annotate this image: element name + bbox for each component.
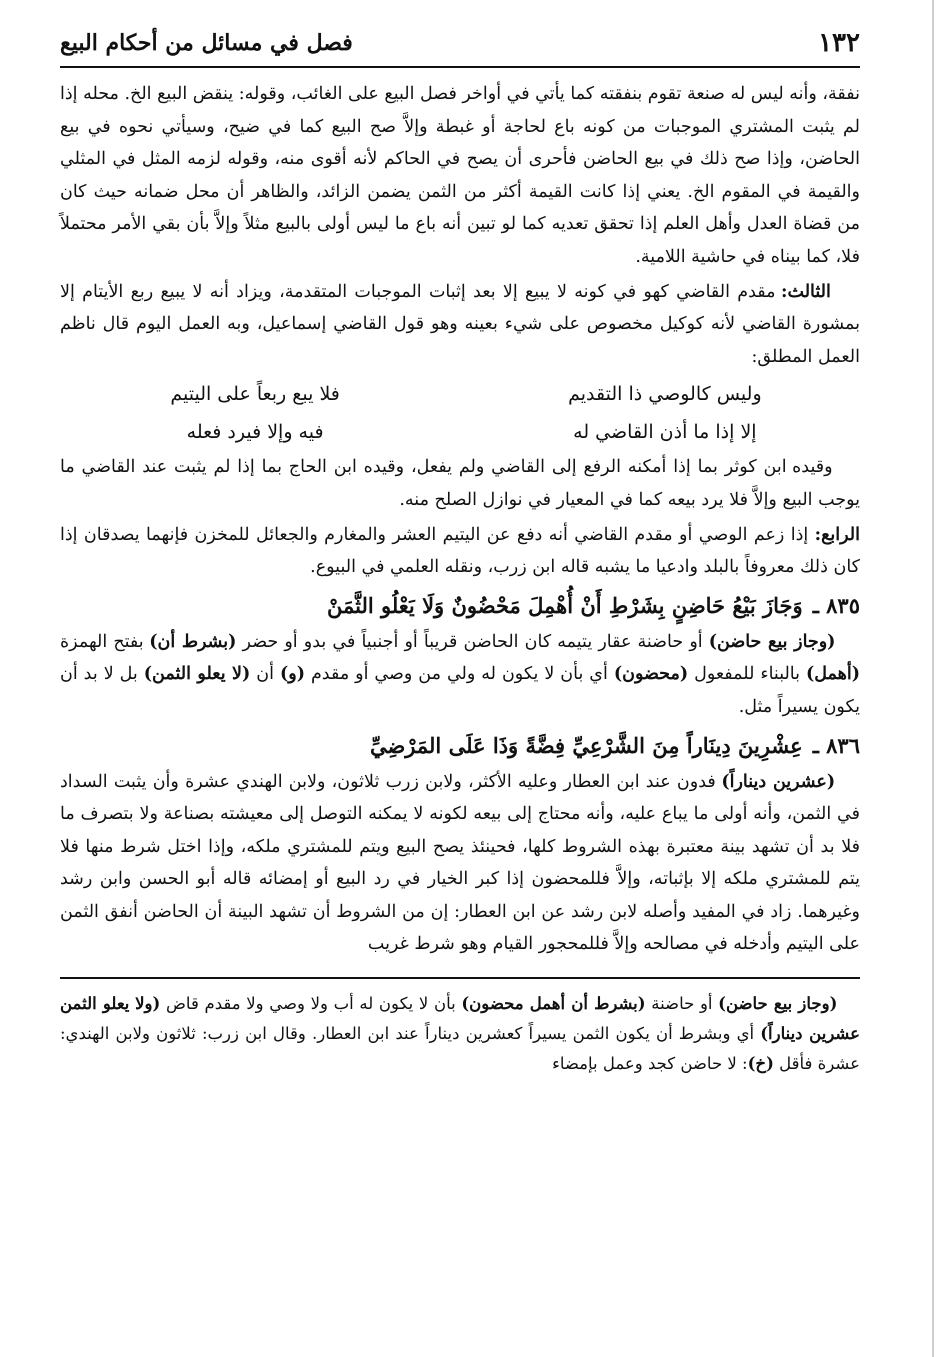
fourth-text: إذا زعم الوصي أو مقدم القاضي أنه دفع عن اليتيم العشر والمغارم والجعائل للمخزن فإنهما يصدقان إذا كان ذلك معروفاً بالبلد وادعيا ما يشبه قاله ابن زرب، ونقله العلمي في البيوع. bbox=[60, 524, 860, 578]
page-gutter-line bbox=[932, 0, 934, 1357]
paragraph-third bbox=[60, 276, 860, 374]
verse-number: ٨٣٥ ـ bbox=[812, 592, 860, 618]
verse-836 bbox=[60, 726, 860, 766]
bold-term: (وجاز بيع حاضن) bbox=[708, 631, 836, 652]
third-text: مقدم القاضي كهو في كونه لا يبيع إلا بعد إثبات الموجبات المتقدمة، ويزاد أنه لا يبيع ربع الأيتام إلا بمشورة القاضي لأنه كوكيل مخصوص على شيء بعينه وهو قول القاضي إسماعيل، وبه العمل اليوم قال ناظم العمل المطلق: bbox=[60, 281, 860, 367]
paragraph-3 bbox=[60, 451, 860, 516]
poem-hemistich: إلا إذا ما أذن القاضي له bbox=[573, 421, 757, 444]
paragraph-3-text: وقيده ابن كوثر بما إذا أمكنه الرفع إلى القاضي ولم يفعل، وقيده ابن الحاج بما إذا لم يثبت عند القاضي ما يوجب البيع وإلاَّ فلا يرد بيعه كما في المعيار في نوازل الصلح منه. bbox=[60, 457, 860, 510]
bold-term: (بشرط أن أهمل محضون) bbox=[461, 994, 646, 1014]
page-number: ١٣٢ bbox=[818, 28, 860, 58]
commentary-836 bbox=[60, 766, 860, 962]
text-run: أن bbox=[250, 664, 280, 685]
poem-hemistich: فلا يبع ربعاً على اليتيم bbox=[170, 383, 340, 406]
bold-term: (عشرين ديناراً) bbox=[721, 771, 836, 792]
main-text bbox=[60, 78, 860, 961]
text-run: : لا حاضن كجد وعمل بإمضاء bbox=[552, 1054, 748, 1074]
text-run: بأن لا يكون له أب ولا وصي ولا مقدم قاض bbox=[160, 994, 462, 1014]
verse-number: ٨٣٦ ـ bbox=[812, 732, 860, 758]
text-run: بفتح الهمزة bbox=[60, 631, 150, 652]
verse-text: عِشْرِينَ دِينَاراً مِنَ الشَّرْعِيِّ فِضَّةً وَذَا عَلَى المَرْضِيِّ bbox=[369, 732, 803, 758]
paragraph-fourth bbox=[60, 519, 860, 584]
text-run: بالبناء للمفعول bbox=[688, 664, 806, 685]
text-run: أي بأن لا يكون له ولي من وصي أو مقدم bbox=[304, 664, 614, 685]
poem-line-2 bbox=[66, 413, 854, 451]
text-run: أو حاضنة bbox=[645, 994, 719, 1014]
bold-term: (أهمل) bbox=[805, 664, 861, 685]
poem-line-1 bbox=[66, 375, 854, 413]
third-lead: الثالث: bbox=[781, 281, 831, 302]
poem-hemistich: وليس كالوصي ذا التقديم bbox=[568, 383, 762, 406]
bold-term: (ولا يعلو الثمن عشرين ديناراً) bbox=[60, 994, 860, 1044]
bold-term: (وجاز بيع حاضن) bbox=[718, 994, 838, 1014]
text-run: بل لا بد أن يكون يسيراً مثل. bbox=[60, 664, 860, 717]
paragraph-1: نفقة، وأنه ليس له صنعة تقوم بنفقته كما يأتي في أواخر فصل البيع على الغائب، وقوله: ينقض البيع الخ. محله إذا لم يثبت المشتري الموجبات من كونه باع لحاجة أو غبطة وإلاَّ صح البيع كما في ضيح، وسيأتي نحوه في بيع الحاضن، وإذا صح ذلك في بيع الحاضن فأحرى أن يصح في الحاكم لأنه أقوى منه، وقوله لزمه المثل في المثلي والقيمة في المقوم الخ. يعني إذا كانت القيمة أكثر من الثمن يضمن الزائد، والظاهر أن محل ضمانه حيث كان من قضاة العدل وأهل العلم إذا تحقق تعديه كما لو تبين أنه باع ما ليس أولى بالبيع مثلاً وإلاَّ بأن بقي الأمر محتملاً فلا، كما بيناه في حاشية اللامية. bbox=[60, 84, 860, 267]
text-run: فدون عند ابن العطار وعليه الأكثر، ولابن زرب ثلاثون، ولابن الهندي عشرة وأن يثبت السداد في الثمن، وأنه أولى ما يباع عليه، وأنه محتاج إلى بيعه لكونه لا يمكنه التوصل إلى معيشته بصناعة ولا بتصرف ما فلا بد أن تشهد بينة معتبرة بهذه الشروط كلها، فحينئذ يصح البيع ويتم للمشتري ملكه، وإذا اختل شرط منها فلا يتم للمشتري ملكه إلا بإثباته، وإلاَّ فللمحضون إذا كبر الخيار في رد البيع أو إمضائه قاله أبو الحسن وابن رشد وغيرهما. زاد في المفيد وأصله لابن رشد عن ابن العطار: إن من الشروط أن تشهد البينة أن الحاضن أنفق الثمن على اليتيم وأدخله في مصالحه وإلاَّ فللمحجور القيام وهو شرط غريب bbox=[60, 771, 860, 955]
poem-block bbox=[66, 375, 854, 451]
commentary-835 bbox=[60, 626, 860, 724]
page-header bbox=[60, 20, 860, 68]
bold-term: (لا يعلو الثمن) bbox=[143, 664, 251, 685]
verse-835 bbox=[60, 586, 860, 626]
running-title: فصل في مسائل من أحكام البيع bbox=[60, 30, 353, 56]
fourth-lead: الرابع: bbox=[814, 524, 860, 545]
footnote bbox=[60, 989, 860, 1079]
footnote-divider bbox=[60, 977, 860, 979]
book-page bbox=[60, 20, 860, 1340]
bold-term: (و) bbox=[279, 664, 305, 685]
bold-term: (خ) bbox=[747, 1054, 774, 1074]
verse-text: وَجَازَ بَيْعُ حَاضِنٍ بِشَرْطِ أَنْ أُهْمِلَ مَحْضُونٌ وَلَا يَعْلُو الثَّمَنْ bbox=[326, 592, 803, 618]
bold-term: (محضون) bbox=[613, 664, 689, 685]
text-run: أي وبشرط أن يكون الثمن يسيراً كعشرين ديناراً عند ابن العطار. وقال ابن زرب: ثلاثون ولابن الهندي: عشرة فأقل bbox=[60, 1024, 860, 1074]
poem-hemistich: فيه وإلا فيرد فعله bbox=[186, 421, 324, 444]
bold-term: (بشرط أن) bbox=[149, 631, 237, 652]
text-run: أو حاضنة عقار يتيمه كان الحاضن قريباً أو أجنبياً في بدو أو حضر bbox=[236, 631, 709, 652]
